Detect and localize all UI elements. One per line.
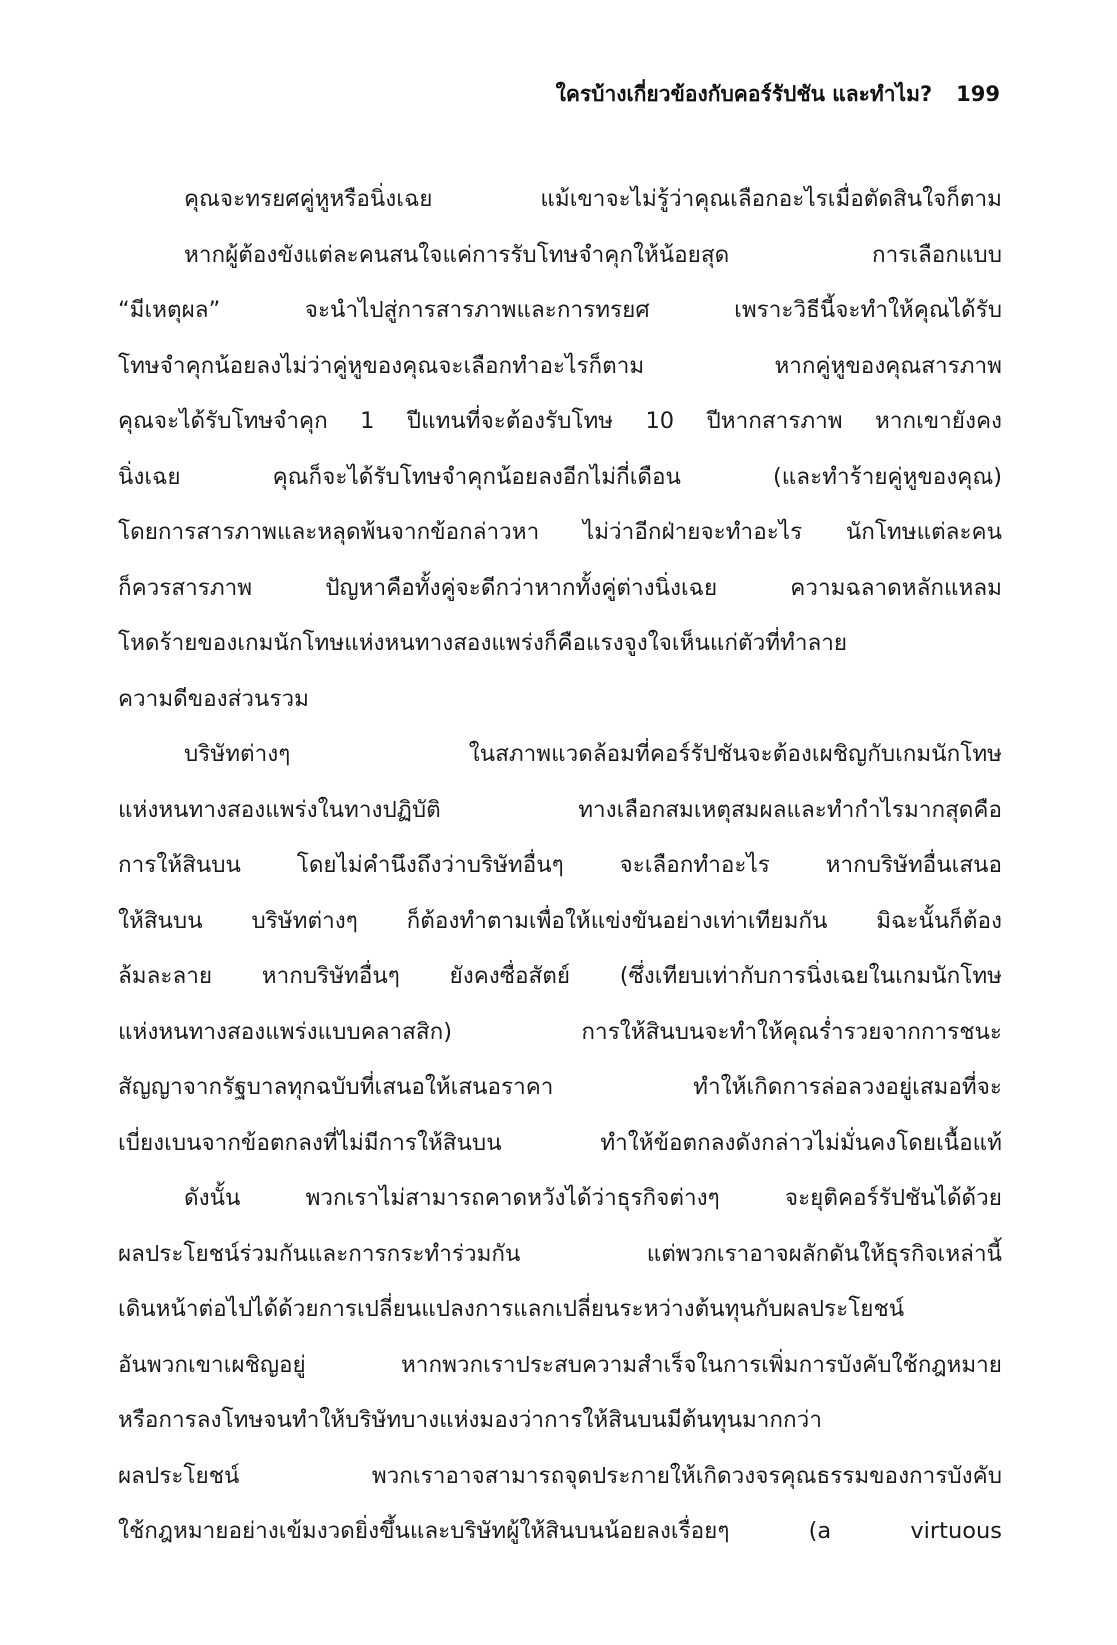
text-line: หรือการลงโทษจนทำให้บริษัทบางแห่งมองว่าการให้สินบนมีต้นทุนมากกว่า	[118, 1407, 822, 1433]
text-line: บริษัทต่างๆ ในสภาพแวดล้อมที่คอร์รัปชันจะต้องเผชิญกับเกมนักโทษ	[184, 741, 1002, 767]
text-line: ดังนั้น พวกเราไม่สามารถคาดหวังได้ว่าธุรกิจต่างๆ จะยุติคอร์รัปชันได้ด้วย	[184, 1185, 1002, 1211]
text-line: แห่งหนทางสองแพร่งแบบคลาสสิก) การให้สินบนจะทำให้คุณร่ำรวยจากการชนะ	[118, 1018, 1002, 1045]
text-line: โทษจำคุกน้อยลงไม่ว่าคู่หูของคุณจะเลือกทำอะไรก็ตาม หากคู่หูของคุณสารภาพ	[118, 352, 1002, 379]
running-header	[120, 78, 1000, 111]
body-text	[118, 172, 1002, 1560]
text-line: เบี่ยงเบนจากข้อตกลงที่ไม่มีการให้สินบน ทำให้ข้อตกลงดังกล่าวไม่มั่นคงโดยเนื้อแท้	[118, 1129, 1002, 1156]
page-number: 199	[956, 82, 1000, 106]
text-line: ใช้กฎหมายอย่างเข้มงวดยิ่งขึ้นและบริษัทผู้ให้สินบนน้อยลงเรื่อยๆ (a virtuous	[118, 1518, 1002, 1544]
text-line: “มีเหตุผล” จะนำไปสู่การสารภาพและการทรยศ เพราะวิธีนี้จะทำให้คุณได้รับ	[118, 297, 1002, 323]
text-line: ให้สินบน บริษัทต่างๆ ก็ต้องทำตามเพื่อให้แข่งขันอย่างเท่าเทียมกัน มิฉะนั้นก็ต้อง	[118, 907, 1002, 934]
text-line: แห่งหนทางสองแพร่งในทางปฏิบัติ ทางเลือกสมเหตุสมผลและทำกำไรมากสุดคือ	[118, 796, 1002, 823]
text-line: การให้สินบน โดยไม่คำนึงถึงว่าบริษัทอื่นๆ จะเลือกทำอะไร หากบริษัทอื่นเสนอ	[118, 852, 1002, 878]
text-line: โหดร้ายของเกมนักโทษแห่งหนทางสองแพร่งก็คือแรงจูงใจเห็นแก่ตัวที่ทำลาย	[118, 630, 848, 656]
text-line: ผลประโยชน์ พวกเราอาจสามารถจุดประกายให้เกิดวงจรคุณธรรมของการบังคับ	[118, 1462, 1002, 1489]
text-line: คุณจะทรยศคู่หูหรือนิ่งเฉย แม้เขาจะไม่รู้ว่าคุณเลือกอะไรเมื่อตัดสินใจก็ตาม	[184, 186, 1002, 212]
text-line: หากผู้ต้องขังแต่ละคนสนใจแค่การรับโทษจำคุกให้น้อยสุด การเลือกแบบ	[184, 241, 1002, 268]
text-line: ผลประโยชน์ร่วมกันและการกระทำร่วมกัน แต่พวกเราอาจผลักดันให้ธุรกิจเหล่านี้	[118, 1240, 1002, 1267]
chapter-title: ใครบ้างเกี่ยวข้องกับคอร์รัปชัน และทำไม?	[555, 82, 933, 106]
text-line: เดินหน้าต่อไปได้ด้วยการเปลี่ยนแปลงการแลกเปลี่ยนระหว่างต้นทุนกับผลประโยชน์	[118, 1296, 905, 1322]
text-line: โดยการสารภาพและหลุดพ้นจากข้อกล่าวหา ไม่ว่าอีกฝ่ายจะทำอะไร นักโทษแต่ละคน	[118, 519, 1002, 545]
text-line: คุณจะได้รับโทษจำคุก 1 ปีแทนที่จะต้องรับโทษ 10 ปีหากสารภาพ หากเขายังคง	[118, 408, 1002, 434]
text-line: ล้มละลาย หากบริษัทอื่นๆ ยังคงซื่อสัตย์ (ซึ่งเทียบเท่ากับการนิ่งเฉยในเกมนักโทษ	[118, 963, 1002, 989]
text-line: ความดีของส่วนรวม	[118, 685, 309, 712]
text-line: สัญญาจากรัฐบาลทุกฉบับที่เสนอให้เสนอราคา ทำให้เกิดการล่อลวงอยู่เสมอที่จะ	[118, 1074, 1002, 1100]
text-line: นิ่งเฉย คุณก็จะได้รับโทษจำคุกน้อยลงอีกไม่กี่เดือน (และทำร้ายคู่หูของคุณ)	[118, 463, 1002, 490]
text-line: ก็ควรสารภาพ ปัญหาคือทั้งคู่จะดีกว่าหากทั้งคู่ต่างนิ่งเฉย ความฉลาดหลักแหลม	[118, 574, 1002, 601]
text-line: อันพวกเขาเผชิญอยู่ หากพวกเราประสบความสำเร็จในการเพิ่มการบังคับใช้กฎหมาย	[118, 1351, 1002, 1378]
